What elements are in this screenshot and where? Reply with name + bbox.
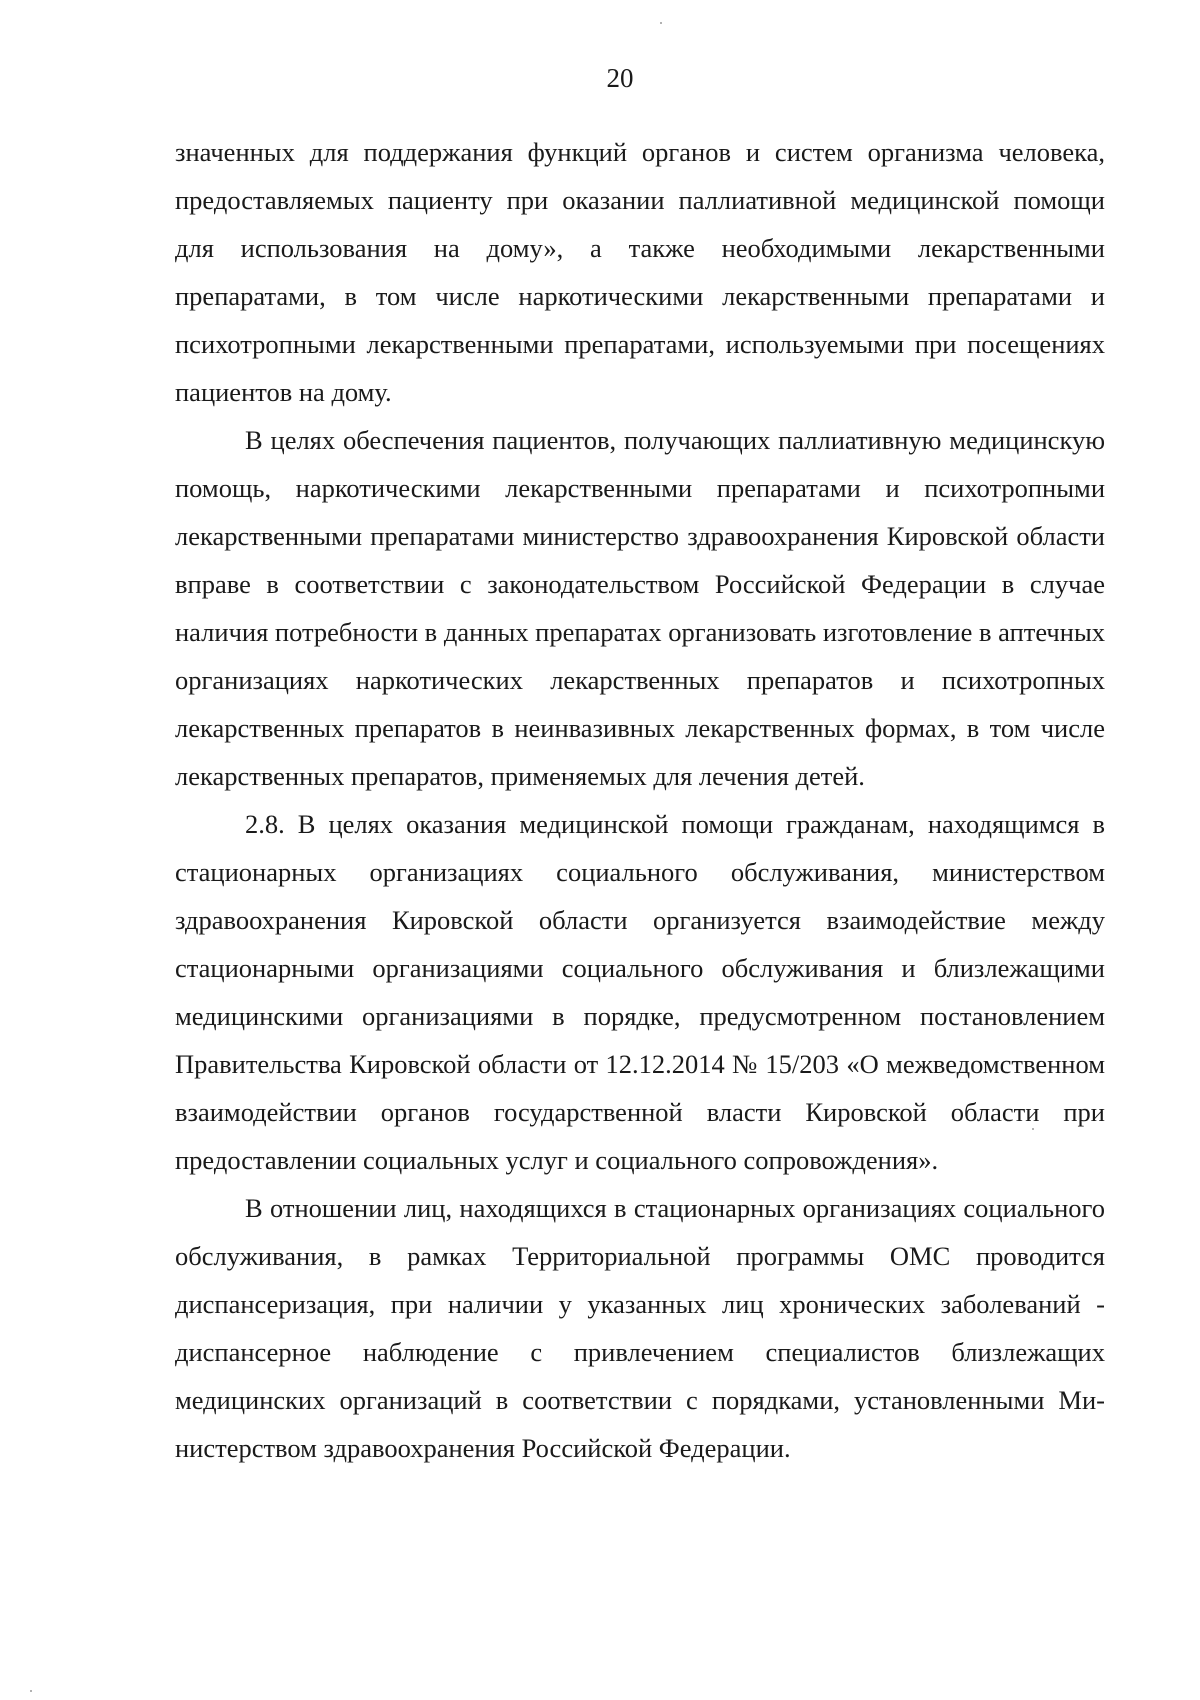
paragraph-section-2-8: 2.8. В целях оказания медицинской помощи гражданам, находящимся в стационарных организациях социального обслуживания, министерством здравоохранения Кировской области организуется взаимодействие между стационарными организациями социального обслуживания и близлежащими медицинскими организациями в порядке, предусмотренном постановлением Правительства Кировской области от 12.12.2014 № 15/203 «О межведомственном взаимодействии органов государственной власти Кировской области при предоставлении социальных услуг и социального сопровождения». [175, 809, 1105, 1175]
scan-speck [660, 22, 662, 24]
scan-speck [30, 1690, 32, 1692]
page-number: 20 [606, 63, 634, 93]
paragraph-palliative-provision: В целях обеспечения пациентов, получающих паллиативную медицинскую помощь, наркотическими лекарственными препаратами и психотропными лекарственными препаратами министерство здравоохранения Кировской области вправе в соответствии с законодательством Российской Федерации в случае наличия потребности в данных препаратах организовать изготовление в аптечных организациях наркотических лекарственных препаратов и психотропных лекарственных препаратов в неинвазивных лекарственных формах, в том числе лекарственных препаратов, применяемых для лечения детей. [175, 425, 1105, 791]
scan-speck [1032, 1128, 1034, 1130]
paragraph-continuation: значенных для поддержания функций органов и систем организма человека, предоставляемых пациенту при оказании паллиативной медицинской помощи для использования на дому», а также необходимыми лекарственными препаратами, в том числе наркотическими лекарственными препаратами и психотропными лекарственными препаратами, используемыми при посещениях пациентов на дому. [175, 137, 1105, 407]
document-body [175, 128, 1105, 1472]
paragraph-dispensary-observation: В отношении лиц, находящихся в стационарных организациях социального обслуживания, в рамках Территориальной программы ОМС проводится диспансеризация, при наличии у указанных лиц хронических заболеваний - диспансерное наблюдение с привлечением специалистов близлежащих медицинских организаций в соответствии с порядками, установленными Министерством здравоохранения Российской Федерации. [175, 1193, 1105, 1463]
